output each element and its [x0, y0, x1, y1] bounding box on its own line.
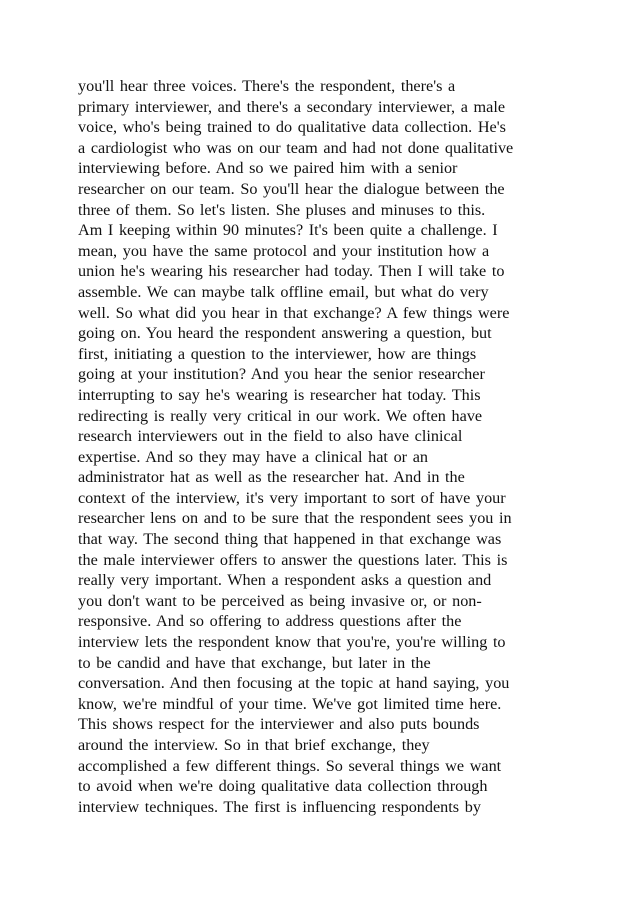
transcript-text [78, 76, 568, 817]
text-line: This shows respect for the interviewer and also puts bounds [78, 715, 480, 734]
text-line: context of the interview, it's very important to sort of have your [78, 488, 506, 507]
text-line: around the interview. So in that brief exchange, they [78, 736, 430, 754]
text-line: researcher lens on and to be sure that the respondent sees you in [78, 509, 512, 528]
text-line: responsive. And so offering to address questions after the [78, 612, 462, 631]
text-line: conversation. And then focusing at the topic at hand saying, you [78, 674, 510, 693]
text-line: you don't want to be perceived as being invasive or, or non- [78, 591, 482, 610]
text-line: primary interviewer, and there's a secondary interviewer, a male [78, 97, 506, 116]
text-line: interview techniques. The first is influencing respondents by [78, 797, 481, 816]
text-line: research interviewers out in the field to also have clinical [78, 427, 463, 446]
text-line: redirecting is really very critical in our work. We often have [78, 406, 483, 425]
text-line: interrupting to say he's wearing is researcher hat today. This [78, 385, 481, 404]
text-line: union he's wearing his researcher had today. Then I will take to [78, 262, 505, 281]
text-line: administrator hat as well as the researcher hat. And in the [78, 468, 465, 487]
text-line: assemble. We can maybe talk offline email, but what do very [78, 282, 489, 301]
text-line: to be candid and have that exchange, but later in the [78, 653, 431, 672]
text-line: the male interviewer offers to answer the questions later. This is [78, 550, 508, 569]
text-line: a cardiologist who was on our team and had not done qualitative [78, 138, 514, 157]
text-line: really very important. When a respondent asks a question and [78, 571, 492, 590]
text-line: first, initiating a question to the interviewer, how are things [78, 344, 477, 363]
text-line: going on. You heard the respondent answering a question, but [78, 324, 492, 343]
text-line: well. So what did you hear in that exchange? A few things were [78, 303, 510, 322]
text-line: interview lets the respondent know that you're, you're willing to [78, 633, 506, 652]
text-line: to avoid when we're doing qualitative data collection through [78, 777, 488, 796]
text-line: voice, who's being trained to do qualitative data collection. He's [78, 118, 506, 137]
text-line: going at your institution? And you hear the senior researcher [78, 365, 485, 384]
text-line: that way. The second thing that happened in that exchange was [78, 530, 502, 549]
text-line: you'll hear three voices. There's the respondent, there's a [78, 77, 456, 95]
text-line: three of them. So let's listen. She pluses and minuses to this. [78, 200, 486, 219]
text-line: mean, you have the same protocol and your institution how a [78, 241, 490, 260]
text-line: expertise. And so they may have a clinical hat or an [78, 447, 428, 466]
text-line: know, we're mindful of your time. We've got limited time here. [78, 694, 502, 713]
text-line: accomplished a few different things. So several things we want [78, 756, 502, 775]
text-line: Am I keeping within 90 minutes? It's been quite a challenge. I [78, 221, 498, 240]
text-line: interviewing before. And so we paired him with a senior [78, 159, 458, 178]
text-line: researcher on our team. So you'll hear the dialogue between the [78, 179, 505, 198]
